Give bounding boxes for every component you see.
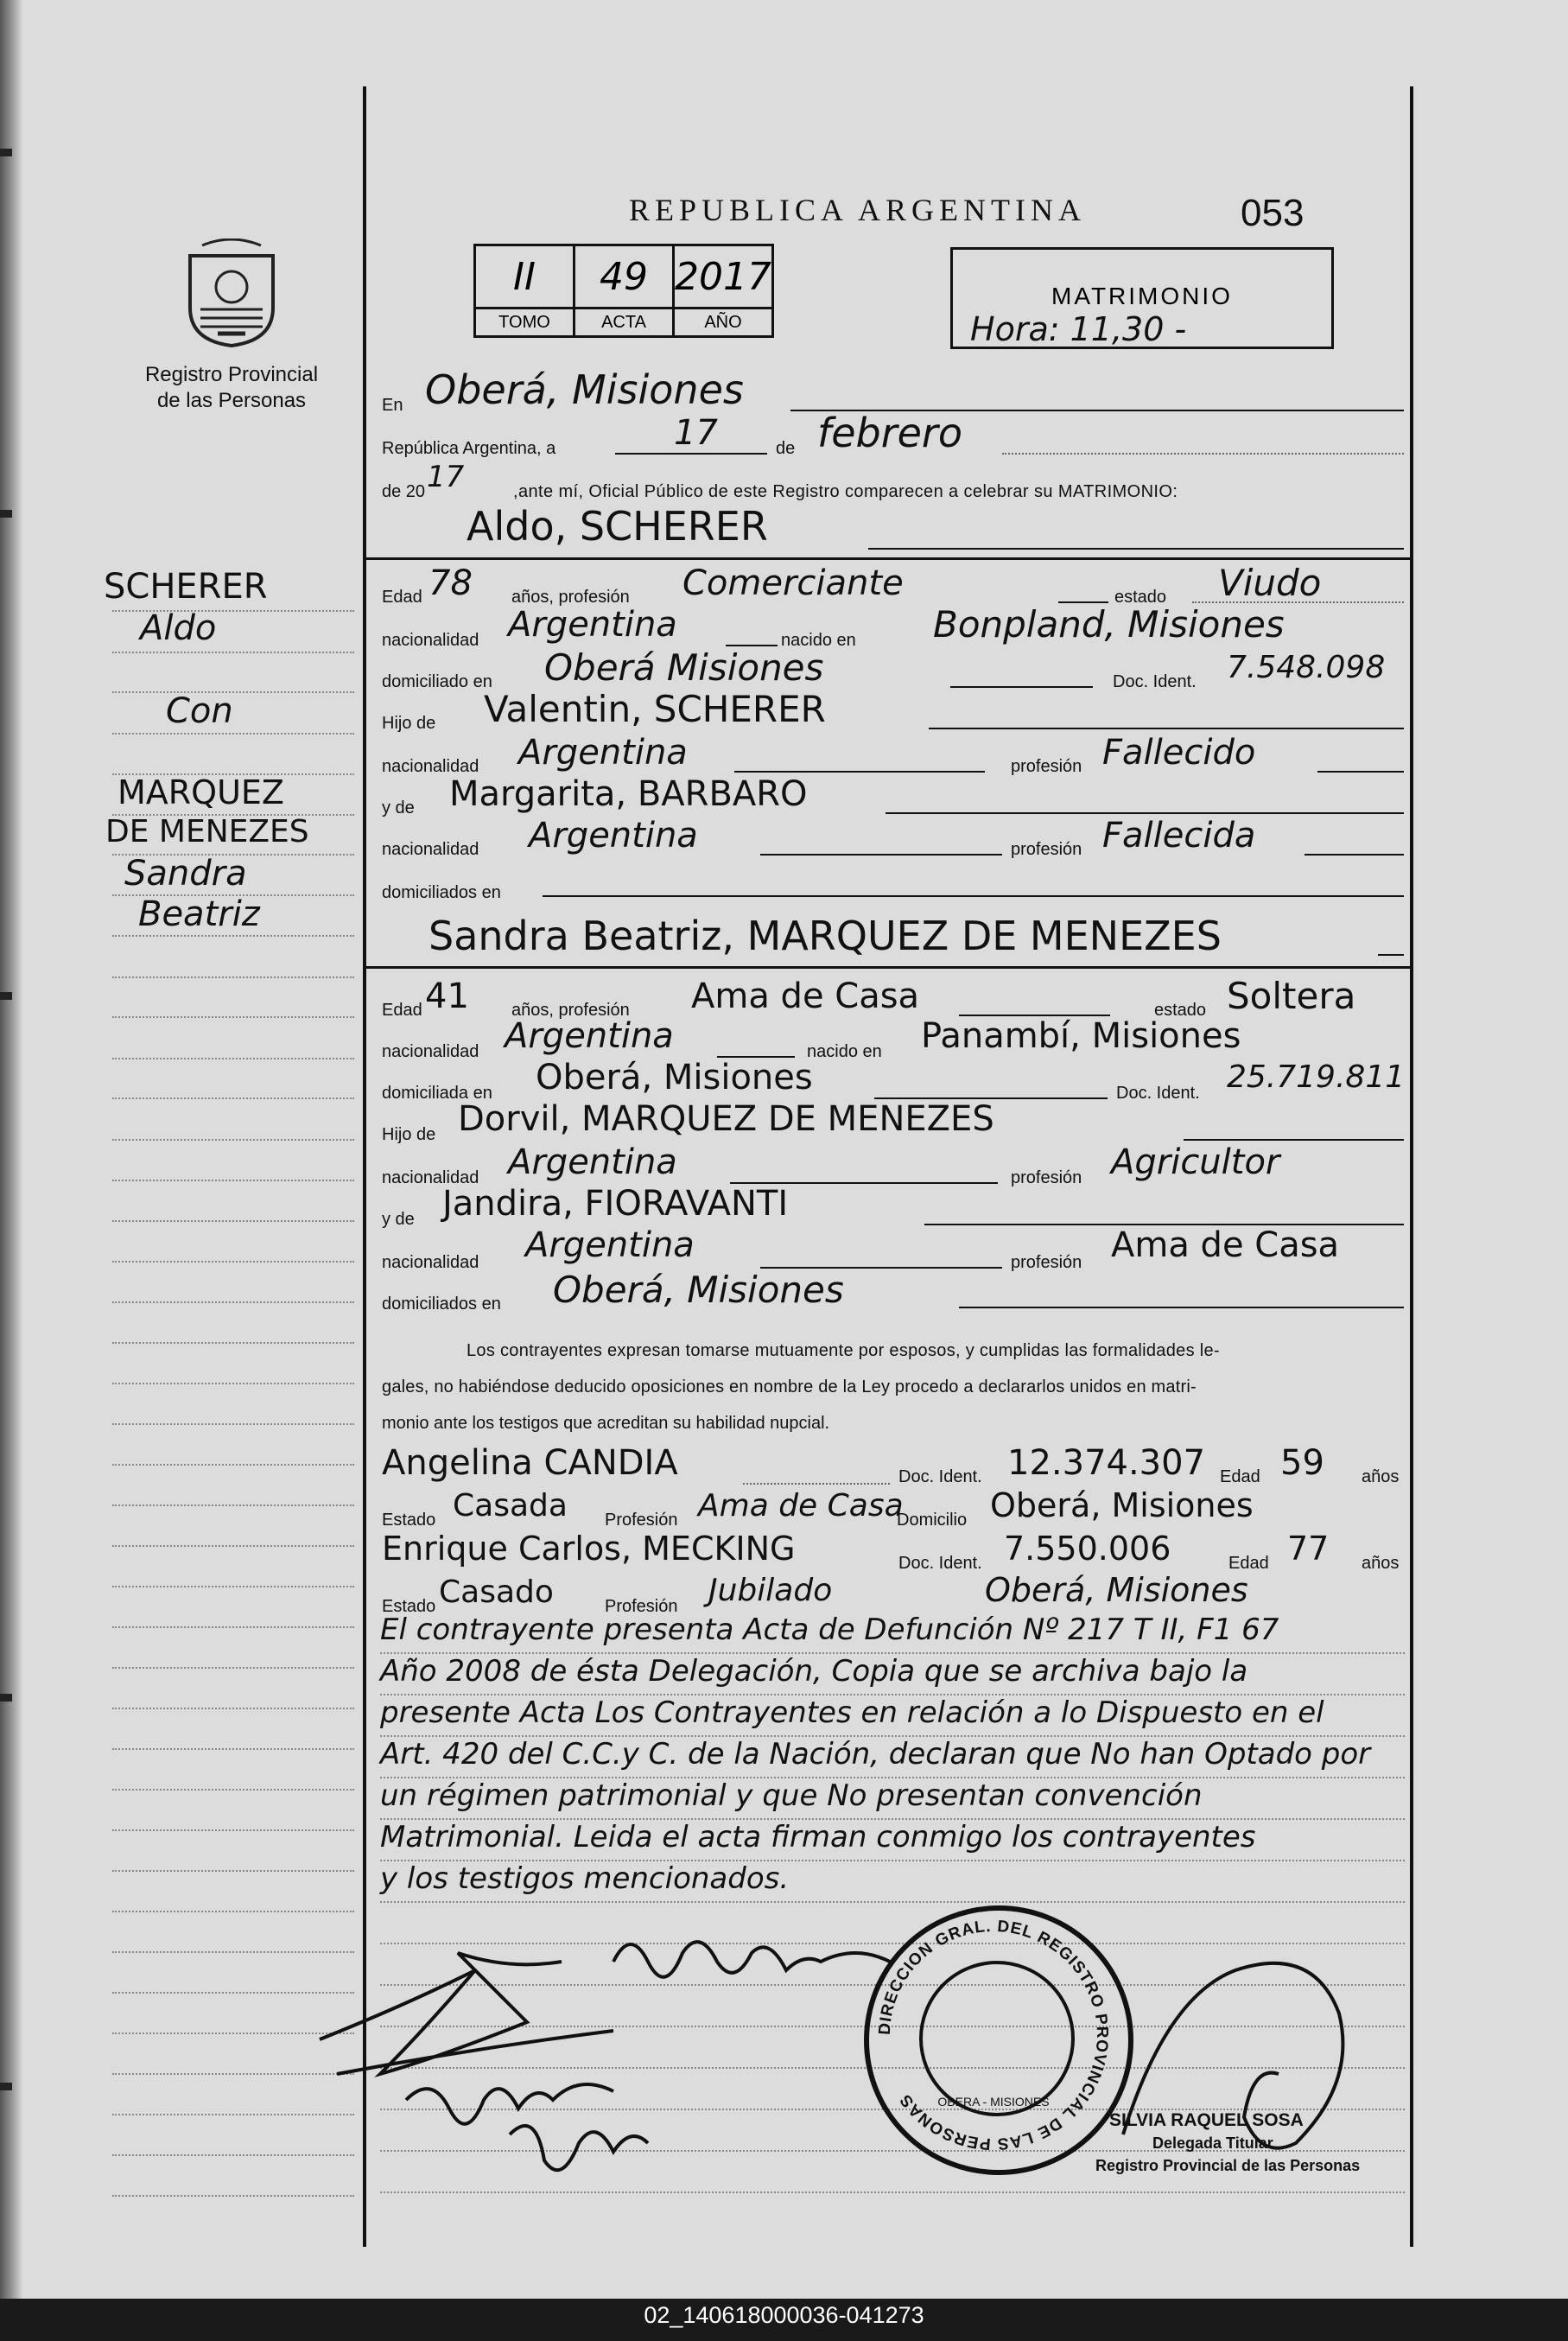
- groom-profession: Comerciante: [682, 563, 904, 603]
- groom-father-profession: Fallecido: [1102, 733, 1256, 773]
- bride-name: Sandra Beatriz, MARQUEZ DE MENEZES: [429, 913, 1222, 959]
- anos-label: años: [1362, 1554, 1400, 1573]
- note-line-5: un régimen patrimonial y que No presentan convención: [380, 1778, 1203, 1813]
- note-line-3: presente Acta Los Contrayentes en relación a lo Dispuesto en el: [380, 1695, 1324, 1730]
- estado-label: estado: [1154, 1001, 1207, 1020]
- domiciliados-label: domiciliados en: [382, 1295, 501, 1314]
- doc-label: Doc. Ident.: [898, 1467, 982, 1486]
- tomo-value: II: [475, 245, 575, 309]
- page-number: 053: [1241, 192, 1305, 234]
- edad-label: Edad: [382, 588, 422, 607]
- declaration-line-2: gales, no habiéndose deducido oposiciones en nombre de la Ley procedo a declararlos unidos en matri-: [382, 1377, 1197, 1396]
- witness-2-address: Oberá, Misiones: [985, 1571, 1248, 1609]
- act-month: febrero: [817, 410, 962, 456]
- profesion-label: años, profesión: [511, 1001, 630, 1020]
- domicilio-label: domiciliado en: [382, 672, 492, 691]
- estado-label: estado: [1114, 588, 1167, 607]
- binding-hole: [0, 149, 12, 156]
- groom-father: Valentin, SCHERER: [484, 688, 826, 730]
- bride-birthplace: Panambí, Misiones: [921, 1016, 1241, 1056]
- binding-hole: [0, 1694, 12, 1702]
- bride-father: Dorvil, MARQUEZ DE MENEZES: [458, 1099, 994, 1139]
- ano-value: 2017: [674, 245, 773, 309]
- profesion-label: profesión: [1011, 1253, 1082, 1272]
- groom-mother-profession: Fallecida: [1102, 816, 1256, 856]
- act-place: Oberá, Misiones: [425, 366, 744, 413]
- act-year: 17: [427, 460, 465, 494]
- groom-address: Oberá Misiones: [544, 646, 824, 689]
- bride-mother-profession: Ama de Casa: [1111, 1225, 1340, 1265]
- witness-2-name: Enrique Carlos, MECKING: [382, 1530, 796, 1568]
- note-line-4: Art. 420 del C.C.y C. de la Nación, declaran que No han Optado por: [380, 1737, 1371, 1772]
- tomo-label: TOMO: [475, 309, 575, 337]
- nacionalidad-label: nacionalidad: [382, 757, 479, 776]
- margin-surname-1: SCHERER: [104, 567, 268, 607]
- official-title: Delegada Titular: [1152, 2134, 1273, 2152]
- binding-hole: [0, 510, 12, 518]
- note-line-1: El contrayente presenta Acta de Defunción Nº 217 T II, F1 67: [380, 1613, 1279, 1647]
- margin-connector: Con: [166, 691, 233, 731]
- margin-name-2a: Sandra: [124, 854, 247, 894]
- act-day: 17: [674, 413, 718, 453]
- record-type-box: [950, 247, 1334, 349]
- binding-edge: [0, 0, 22, 2299]
- margin-name-1: Aldo: [140, 608, 217, 648]
- bride-mother: Jandira, FIORAVANTI: [442, 1184, 789, 1224]
- binding-hole: [0, 2083, 12, 2090]
- bride-parents-address: Oberá, Misiones: [553, 1269, 844, 1311]
- domiciliados-label: domiciliados en: [382, 883, 501, 902]
- record-type: MATRIMONIO: [1051, 283, 1233, 309]
- frame-right: [1410, 86, 1413, 2247]
- bride-age: 41: [425, 976, 469, 1016]
- nacido-label: nacido en: [807, 1042, 882, 1061]
- en-label: En: [382, 396, 403, 415]
- hijo-label: Hijo de: [382, 1125, 436, 1144]
- profesion-label: años, profesión: [511, 588, 630, 607]
- witness-1-age: 59: [1280, 1443, 1324, 1483]
- scan-identifier: 02_140618000036-041273: [644, 2302, 924, 2328]
- record-table: [473, 244, 774, 338]
- anos-label: años: [1362, 1467, 1400, 1486]
- profesion-label: Profesión: [605, 1597, 678, 1616]
- year-prefix: de 20: [382, 482, 426, 501]
- nacido-label: nacido en: [781, 631, 856, 650]
- profesion-label: profesión: [1011, 840, 1082, 859]
- bride-father-profession: Agricultor: [1111, 1142, 1280, 1182]
- nacionalidad-label: nacionalidad: [382, 1168, 479, 1187]
- groom-mother: Margarita, BARBARO: [449, 774, 808, 814]
- note-line-7: y los testigos mencionados.: [380, 1861, 790, 1896]
- y-de-label: y de: [382, 1210, 415, 1229]
- official-organization: Registro Provincial de las Personas: [1095, 2157, 1361, 2174]
- seal-subtext: OBERA - MISIONES: [937, 2095, 1050, 2109]
- svg-text:DIRECCION GRAL. DEL REGISTRO P: [876, 1918, 1111, 2153]
- edad-label: Edad: [1228, 1554, 1269, 1573]
- margin-surname-2a: MARQUEZ: [117, 773, 284, 811]
- doc-label: Doc. Ident.: [1113, 672, 1197, 691]
- bride-doc: 25.719.811: [1227, 1059, 1406, 1095]
- witness-2-profession: Jubilado: [708, 1573, 833, 1608]
- nacionalidad-label: nacionalidad: [382, 631, 479, 650]
- province-logo: [183, 239, 280, 347]
- seal-text: DIRECCION GRAL. DEL REGISTRO PROVINCIAL DE LAS PERSONAS: [875, 1917, 1112, 2153]
- official-name: SILVIA RAQUEL SOSA: [1109, 2110, 1304, 2130]
- profesion-label: Profesión: [605, 1511, 678, 1530]
- groom-doc: 7.548.098: [1227, 650, 1386, 685]
- office-name-2: de las Personas: [156, 389, 307, 412]
- groom-mother-nationality: Argentina: [529, 816, 698, 856]
- witness-2-doc: 7.550.006: [1004, 1530, 1171, 1568]
- signatures: [302, 1901, 907, 2212]
- profesion-label: profesión: [1011, 1168, 1082, 1187]
- witness-1-doc: 12.374.307: [1007, 1443, 1206, 1483]
- country-title: REPUBLICA ARGENTINA: [629, 193, 1087, 227]
- witness-1-name: Angelina CANDIA: [382, 1443, 678, 1483]
- bride-profession: Ama de Casa: [691, 976, 920, 1016]
- bride-marital-status: Soltera: [1227, 975, 1356, 1017]
- witness-1-profession: Ama de Casa: [698, 1488, 904, 1524]
- republic-label: República Argentina, a: [382, 439, 556, 458]
- bride-nationality: Argentina: [505, 1016, 674, 1056]
- witness-1-address: Oberá, Misiones: [990, 1486, 1254, 1524]
- hijo-label: Hijo de: [382, 714, 436, 733]
- de-label: de: [776, 439, 796, 458]
- binding-hole: [0, 992, 12, 1000]
- groom-birthplace: Bonpland, Misiones: [933, 603, 1285, 646]
- declaration-line-1: Los contrayentes expresan tomarse mutuamente por esposos, y cumplidas las formalidades le-: [467, 1341, 1220, 1360]
- edad-label: Edad: [382, 1001, 422, 1020]
- bride-father-nationality: Argentina: [508, 1142, 677, 1182]
- margin-name-2b: Beatriz: [138, 894, 260, 934]
- groom-father-nationality: Argentina: [518, 733, 688, 773]
- witness-2-marital-status: Casado: [439, 1574, 554, 1610]
- note-line-6: Matrimonial. Leida el acta firman conmigo los contrayentes: [380, 1820, 1256, 1854]
- bride-mother-nationality: Argentina: [525, 1225, 695, 1265]
- edad-label: Edad: [1220, 1467, 1260, 1486]
- estado-label: Estado: [382, 1511, 436, 1530]
- witness-2-age: 77: [1287, 1530, 1330, 1568]
- groom-marital-status: Viudo: [1218, 562, 1322, 604]
- ceremony-time: Hora: 11,30 -: [970, 310, 1187, 348]
- nacionalidad-label: nacionalidad: [382, 840, 479, 859]
- profesion-label: profesión: [1011, 757, 1082, 776]
- doc-label: Doc. Ident.: [898, 1554, 982, 1573]
- groom-name: Aldo, SCHERER: [467, 503, 768, 550]
- acta-value: 49: [575, 245, 674, 309]
- official-seal: [864, 1905, 1133, 2175]
- acta-label: ACTA: [575, 309, 674, 337]
- ano-label: AÑO: [674, 309, 773, 337]
- declaration-line-3: monio ante los testigos que acreditan su habilidad nupcial.: [382, 1414, 830, 1433]
- witness-1-marital-status: Casada: [453, 1488, 568, 1524]
- nacionalidad-label: nacionalidad: [382, 1253, 479, 1272]
- note-line-2: Año 2008 de ésta Delegación, Copia que se archiva bajo la: [380, 1654, 1248, 1689]
- intro-text: ,ante mí, Oficial Público de este Registro comparecen a celebrar su MATRIMONIO:: [513, 482, 1178, 501]
- margin-surname-2b: DE MENEZES: [105, 814, 309, 849]
- nacionalidad-label: nacionalidad: [382, 1042, 479, 1061]
- estado-label: Estado: [382, 1597, 436, 1616]
- domicilio-label: Domicilio: [897, 1511, 968, 1530]
- office-name-1: Registro Provincial: [144, 363, 319, 386]
- domicilio-label: domiciliada en: [382, 1084, 492, 1103]
- doc-label: Doc. Ident.: [1116, 1084, 1200, 1103]
- y-de-label: y de: [382, 798, 415, 817]
- bride-address: Oberá, Misiones: [536, 1058, 813, 1097]
- groom-nationality: Argentina: [508, 605, 677, 645]
- groom-age: 78: [429, 563, 473, 603]
